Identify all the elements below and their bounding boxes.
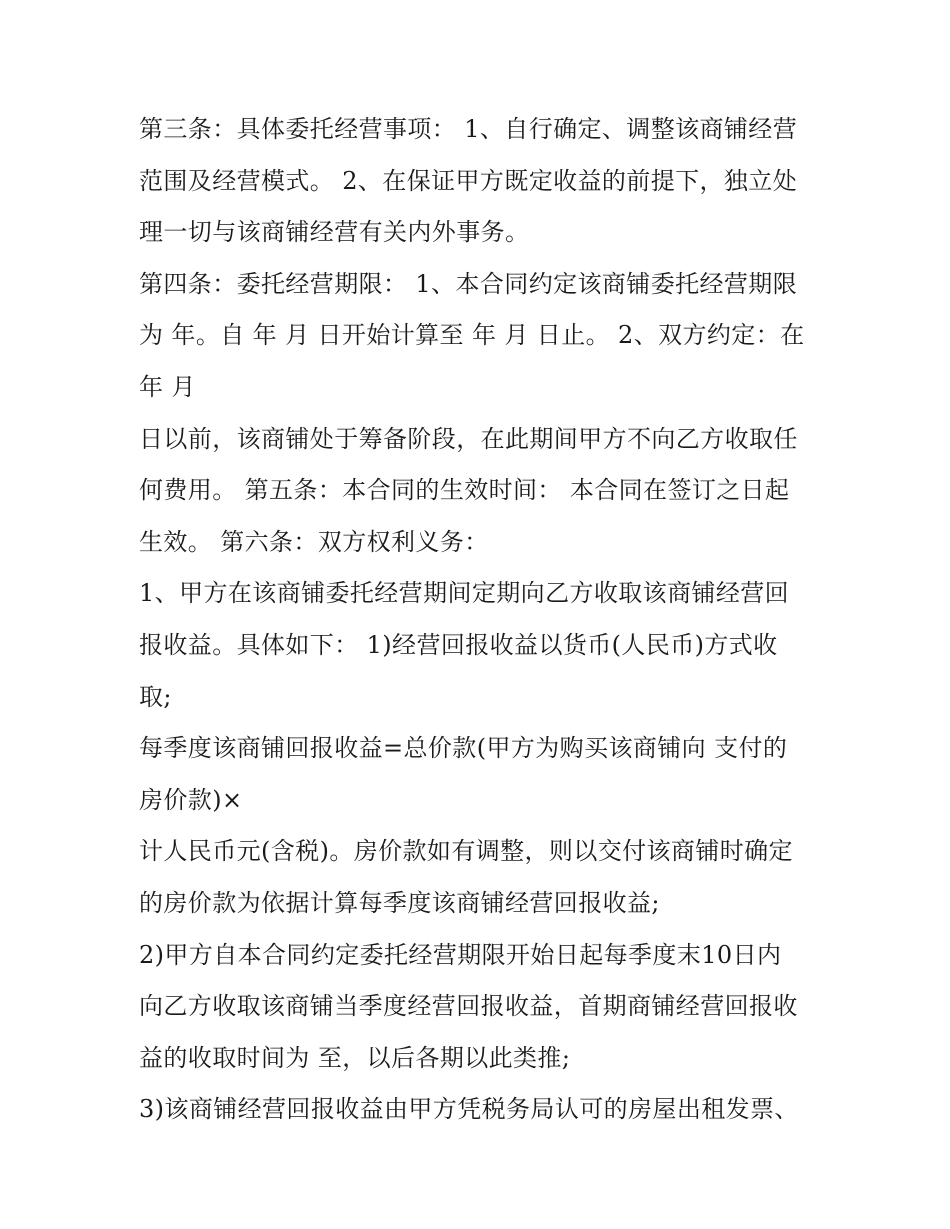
text-line: 年 月 [139,372,196,401]
text-line: 为 年。自 年 月 日开始计算至 年 月 日止。 2、双方约定：在 [139,321,805,350]
text-line: 向乙方收取该商铺当季度经营回报收益，首期商铺经营回报收 [139,992,798,1021]
text-line: 范围及经营模式。 2、在保证甲方既定收益的前提下，独立处 [139,166,798,195]
text-line: 3)该商铺经营回报收益由甲方凭税务局认可的房屋出租发票、 [139,1095,799,1124]
text-line: 房价款)× [139,785,243,814]
text-line: 计人民币元(含税)。房价款如有调整，则以交付该商铺时确定 [139,837,793,866]
text-line: 第四条：委托经营期限： 1、本合同约定该商铺委托经营期限 [139,269,798,298]
text-line: 第三条：具体委托经营事项： 1、自行确定、调整该商铺经营 [139,115,798,143]
text-line: 生效。 第六条：双方权利义务： [139,527,489,556]
text-line: 每季度该商铺回报收益=总价款(甲方为购买该商铺向 支付的 [139,734,788,763]
contract-body-text [139,104,819,1136]
text-line: 的房价款为依据计算每季度该商铺经营回报收益; [139,888,660,917]
text-line: 1、甲方在该商铺委托经营期间定期向乙方收取该商铺经营回 [139,579,790,608]
text-line: 日以前，该商铺处于筹备阶段，在此期间甲方不向乙方收取任 [139,424,798,453]
text-line: 理一切与该商铺经营有关内外事务。 [139,218,530,247]
text-line: 2)甲方自本合同约定委托经营期限开始日起每季度末10日内 [139,940,782,969]
text-line: 报收益。具体如下： 1)经营回报收益以货币(人民币)方式收 [139,630,778,659]
text-line: 何费用。 第五条：本合同的生效时间： 本合同在签订之日起 [139,476,790,505]
text-line: 益的收取时间为 至，以后各期以此类推; [139,1043,571,1072]
text-line: 取; [139,682,172,711]
